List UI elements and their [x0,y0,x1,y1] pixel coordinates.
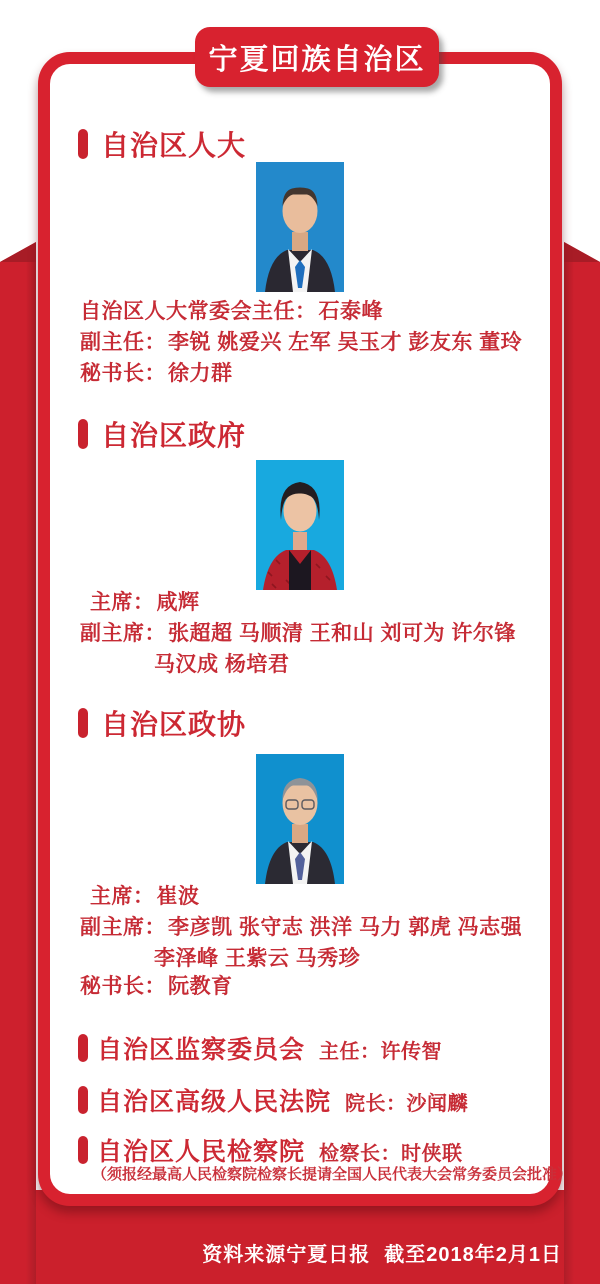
section-bar-icon [78,1136,88,1164]
approval-note: （须报经最高人民检察院检察长提请全国人民代表大会常务委员会批准） [92,1166,573,1183]
row-label: 秘书长： [80,975,166,998]
footer-source-note [202,1238,562,1267]
org-name: 自治区人民检察院 [97,1138,306,1166]
portrait-photo-xianhui [256,460,344,590]
right-red-ribbon [564,242,600,1284]
row-cppcc-vice-cont [152,942,360,972]
row-names: 阮教育 [168,975,233,998]
left-ribbon-fold [0,242,36,262]
section-header-zhengfu [78,414,246,454]
row-label: 副主席： [80,916,166,939]
role-and-name: 主任：许传智 [319,1041,443,1063]
row-names: 石泰峰 [318,300,383,323]
row-gov-vice-cont [152,648,289,678]
source-text: 资料来源宁夏日报 [202,1244,371,1266]
row-cppcc-vice [80,911,522,941]
row-names: 张超超 马顺清 王和山 刘可为 许尔锋 [168,622,516,645]
row-names: 李彦凯 张守志 洪洋 马力 郭虎 冯志强 [168,916,523,939]
section-header-renda [78,124,246,164]
row-renda-vice [80,326,522,356]
portrait-photo-shitaifeng [256,162,344,292]
right-ribbon-fold [564,242,600,262]
section-bar-icon [78,708,88,738]
section-bar-icon [78,1086,88,1114]
page-title: 宁夏回族自治区 [208,43,426,76]
row-names: 徐力群 [168,362,233,385]
row-cppcc-secgen [80,970,233,1000]
row-gov-vice [80,617,516,647]
asof-text: 截至2018年2月1日 [384,1244,562,1266]
mini-section-jiancha [78,1030,442,1066]
section-title: 自治区人大 [101,130,247,161]
portrait-photo-cuibo [256,754,344,884]
row-names: 马汉成 杨培君 [154,653,290,676]
row-names: 李锐 姚爱兴 左军 吴玉才 彭友东 董玲 [168,331,523,354]
row-label: 副主席： [80,622,166,645]
row-label: 副主任： [80,331,166,354]
org-name: 自治区高级人民法院 [97,1088,332,1116]
row-label: 秘书长： [80,362,166,385]
row-cppcc-chairman [90,880,200,910]
section-title: 自治区政协 [101,709,247,740]
mini-section-fayuan [78,1082,468,1118]
row-label: 主席： [90,885,155,908]
row-names: 咸辉 [156,591,200,614]
row-names: 崔波 [156,885,200,908]
section-bar-icon [78,129,88,159]
row-label: 主席： [90,591,155,614]
section-header-zhengxie [78,703,246,743]
role-and-name: 院长：沙闻麟 [345,1093,469,1115]
row-label: 自治区人大常委会主任： [80,300,317,323]
row-renda-secgen [80,357,233,387]
left-red-ribbon [0,242,36,1284]
section-bar-icon [78,419,88,449]
section-title: 自治区政府 [101,420,247,451]
row-names: 李泽峰 王紫云 马秀珍 [154,947,361,970]
section-bar-icon [78,1034,88,1062]
role-and-name: 检察长：时侠联 [319,1143,463,1165]
org-name: 自治区监察委员会 [97,1036,306,1064]
title-banner [195,27,439,87]
row-gov-chairman [90,586,200,616]
row-renda-chairman [80,295,383,325]
